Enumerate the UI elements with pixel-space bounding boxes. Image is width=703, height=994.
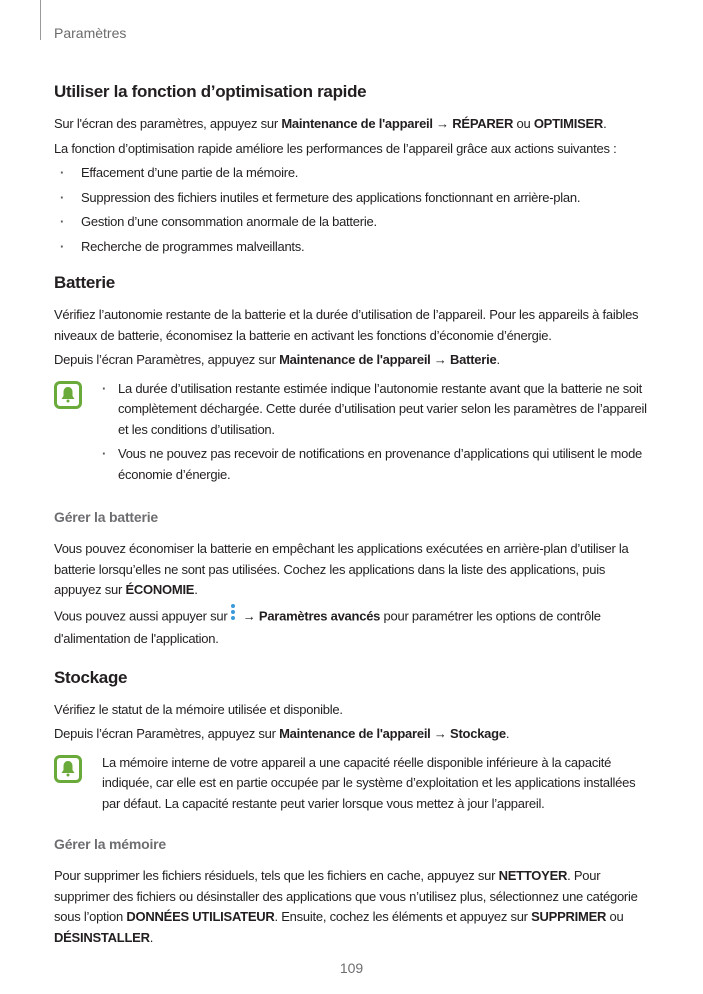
list-item: · Suppression des fichiers inutiles et fermeture des applications fonctionnant en arrière-plan. <box>54 188 654 209</box>
quick-opt-instruction: Sur l'écran des paramètres, appuyez sur Maintenance de l'appareil → RÉPARER ou OPTIMISER. <box>54 116 607 131</box>
storage-instruction: Depuis l’écran Paramètres, appuyez sur Maintenance de l'appareil → Stockage. <box>54 726 510 741</box>
more-options-icon <box>230 603 236 628</box>
battery-instruction: Depuis l’écran Paramètres, appuyez sur Maintenance de l'appareil → Batterie. <box>54 352 500 367</box>
section-title-battery: Batterie <box>54 273 115 292</box>
bell-icon <box>54 381 82 409</box>
page-edge-bar <box>40 0 41 40</box>
note-item: · Vous ne pouvez pas recevoir de notifications en provenance d’applications qui utilisent le mode économie d’énergie. <box>102 444 654 485</box>
list-item: · Recherche de programmes malveillants. <box>54 237 654 258</box>
bell-icon <box>54 755 82 783</box>
note-text: La mémoire interne de votre appareil a une capacité réelle disponible inférieure à la capacité indiquée, car elle est en partie occupée par le système d’exploitation et les applications installées par défaut. La capacité restante peut varier lorsque vous mettez à jour l’appareil. <box>102 754 636 811</box>
section-title-quick-opt: Utiliser la fonction d’optimisation rapide <box>54 82 367 101</box>
subsection-title-manage-storage: Gérer la mémoire <box>54 836 166 852</box>
list-item: · Effacement d’une partie de la mémoire. <box>54 163 654 184</box>
chapter-header: Paramètres <box>54 25 127 41</box>
page-content <box>54 82 654 952</box>
list-item: · Gestion d’une consommation anormale de la batterie. <box>54 212 654 233</box>
storage-description: Vérifiez le statut de la mémoire utilisée et disponible. <box>54 701 343 717</box>
storage-note <box>54 753 654 815</box>
manage-battery-advanced: Vous pouvez aussi appuyer sur → Paramètres avancés pour paramétrer les options de contrôle d'alimentation de l'application. <box>54 605 654 650</box>
page-number: 109 <box>339 960 364 976</box>
quick-opt-list <box>54 163 654 257</box>
battery-description: Vérifiez l’autonomie restante de la batterie et la durée d’utilisation de l’appareil. Pour les appareils à faibles niveaux de batterie, économisez la batterie en activant les fonctions d’économie d’énergie. <box>54 307 639 343</box>
manage-storage-text: Pour supprimer les fichiers résiduels, tels que les fichiers en cache, appuyez sur NETTOYER. Pour supprimer des fichiers ou désinstaller des applications que vous n’utilisez plus, sélectionnez une catégorie sous l’option DONNÉES UTILISATEUR. Ensuite, cochez les éléments et appuyez sur SUPPRIMER ou DÉSINSTALLER. <box>54 868 638 945</box>
note-item: · La durée d’utilisation restante estimée indique l’autonomie restante avant que la batterie ne soit complètement déchargée. Cette durée d’utilisation peut varier selon les paramètres de l’appareil et les conditions d’utilisation. <box>102 379 654 441</box>
section-title-storage: Stockage <box>54 667 128 687</box>
subsection-title-manage-battery: Gérer la batterie <box>54 509 158 525</box>
manage-battery-text: Vous pouvez économiser la batterie en empêchant les applications exécutées en arrière-plan d’utiliser la batterie lorsqu’elles ne sont pas utilisées. Cochez les applications dans la liste des applications, puis appuyez sur ÉCONOMIE. <box>54 541 629 597</box>
quick-opt-intro: La fonction d’optimisation rapide améliore les performances de l’appareil grâce aux actions suivantes : <box>54 140 617 156</box>
battery-note <box>54 379 654 490</box>
